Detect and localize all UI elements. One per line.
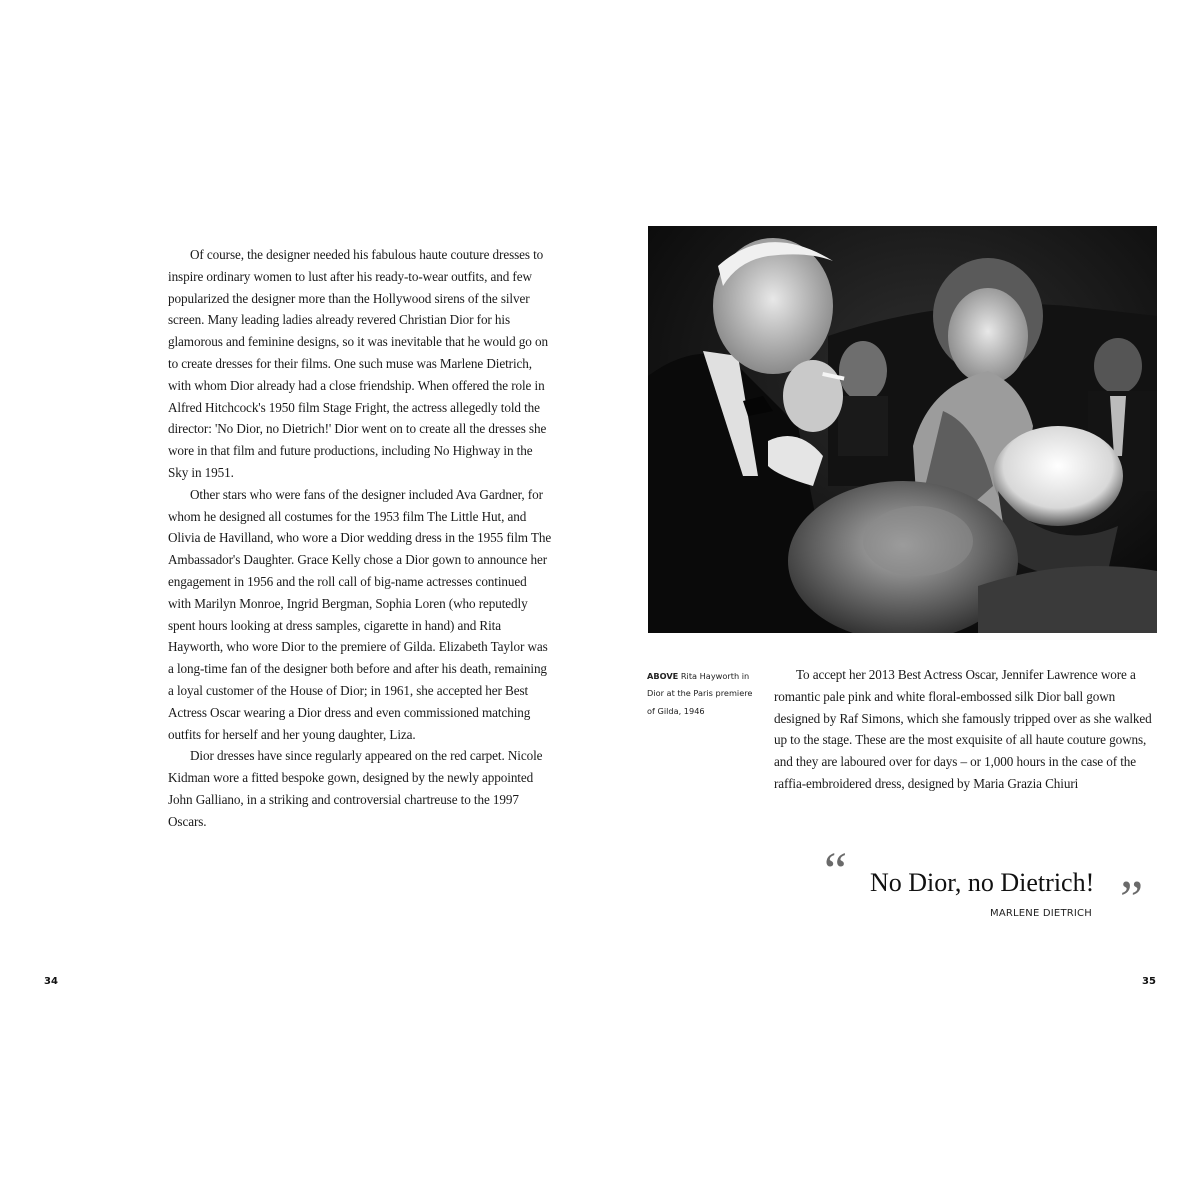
photo-caption xyxy=(647,668,762,720)
photo-rita-hayworth xyxy=(648,226,1157,633)
caption-text: Rita Hayworth in Dior at the Paris premiere of Gilda, 1946 xyxy=(647,671,753,716)
page-number-right: 35 xyxy=(1142,976,1156,987)
body-paragraph: Of course, the designer needed his fabulous haute couture dresses to inspire ordinary women to lust after his ready-to-wear outfits, and few popularized the designer more than the Hollywood sirens of the silver screen. Many leading ladies already revered Christian Dior for his glamorous and feminine designs, so it was inevitable that he would go on to create dresses for their films. One such muse was Marlene Dietrich, with whom Dior already had a close friendship. When offered the role in Alfred Hitchcock's 1950 film Stage Fright, the actress allegedly told the director: 'No Dior, no Dietrich!' Dior went on to create all the dresses she wore in that film and future productions, including No Highway in the Sky in 1951. xyxy=(168,247,548,480)
open-quote-mark-icon: “ xyxy=(824,843,848,900)
photo-illustration xyxy=(648,226,1157,633)
caption-lead: ABOVE xyxy=(647,671,679,681)
pull-quote-attribution: MARLENE DIETRICH xyxy=(990,908,1092,919)
pull-quote xyxy=(824,843,1164,932)
left-page-body-text xyxy=(168,244,552,833)
body-paragraph: To accept her 2013 Best Actress Oscar, Jennifer Lawrence wore a romantic pale pink and white floral-embossed silk Dior ball gown designed by Raf Simons, which she famously tripped over as she walked up to the stage. These are the most exquisite of all haute couture gowns, and they are laboured over for days – or 1,000 hours in the case of the raffia-embroidered dress, designed by Maria Grazia Chiuri xyxy=(774,667,1152,791)
body-paragraph: Other stars who were fans of the designer included Ava Gardner, for whom he designed all costumes for the 1953 film The Little Hut, and Olivia de Havilland, who wore a Dior wedding dress in the 1955 film The Ambassador's Daughter. Grace Kelly chose a Dior gown to announce her engagement in 1956 and the roll call of big-name actresses continued with Marilyn Monroe, Ingrid Bergman, Sophia Loren (who reputedly spent hours looking at dress samples, cigarette in hand) and Rita Hayworth, who wore Dior to the premiere of Gilda. Elizabeth Taylor was a long-time fan of the designer both before and after his death, remaining a loyal customer of the House of Dior; in 1961, she accepted her Best Actress Oscar wearing a Dior dress and even commissioned matching outfits for herself and her young daughter, Liza. xyxy=(168,486,552,742)
pull-quote-text: No Dior, no Dietrich! xyxy=(870,868,1095,897)
close-quote-mark-icon: ” xyxy=(1120,871,1144,928)
body-paragraph: Dior dresses have since regularly appeared on the red carpet. Nicole Kidman wore a fitted bespoke gown, designed by the newly appointed John Galliano, in a striking and controversial chartreuse to the 1997 Oscars. xyxy=(168,748,543,829)
right-page-body-text xyxy=(774,664,1160,795)
page-number-left: 34 xyxy=(44,976,58,987)
